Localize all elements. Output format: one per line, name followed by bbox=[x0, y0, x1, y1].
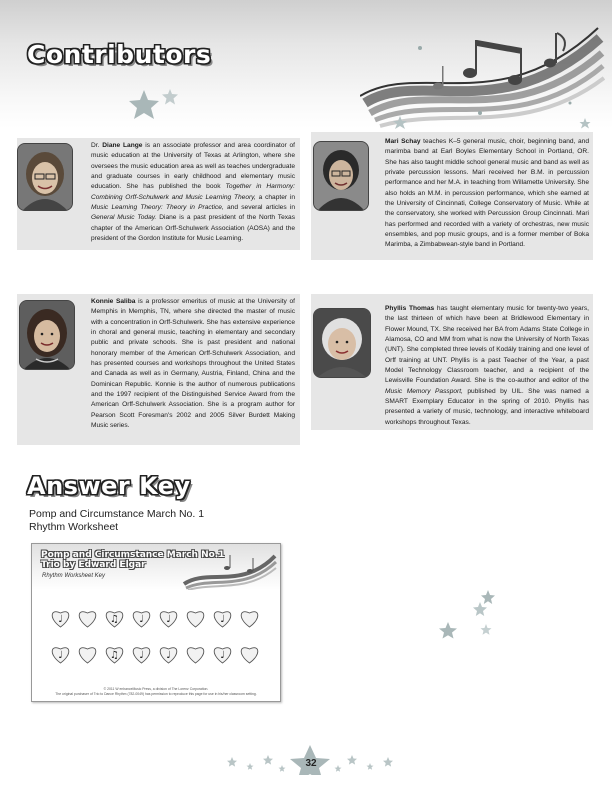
star-decoration bbox=[436, 588, 506, 648]
photo-diane-lange bbox=[17, 143, 73, 211]
book-title: Music Memory Passport, bbox=[385, 387, 463, 395]
bio-name: Phyllis Thomas bbox=[385, 305, 435, 312]
portrait-image bbox=[314, 309, 370, 377]
worksheet-thumbnail bbox=[31, 543, 281, 702]
heart-beat bbox=[241, 648, 258, 663]
rhythm-note: ♩ bbox=[220, 614, 225, 625]
bio-text-mari-schay bbox=[385, 137, 589, 251]
worksheet-heart-row-1 bbox=[50, 608, 266, 635]
rhythm-note: ♩ bbox=[58, 614, 63, 625]
portrait-image bbox=[18, 144, 72, 210]
rhythm-note: ♩ bbox=[139, 614, 144, 625]
bio-name: Konnie Saliba bbox=[91, 298, 136, 305]
bio-prefix: Dr. bbox=[91, 142, 103, 149]
heart-beat bbox=[133, 612, 150, 627]
heart-beat bbox=[133, 648, 150, 663]
heart-beat bbox=[52, 648, 69, 663]
heart-beat bbox=[241, 612, 258, 627]
answer-key-subtitle bbox=[29, 508, 204, 534]
heart-icon bbox=[241, 612, 258, 627]
bio-text: and several articles in bbox=[223, 204, 295, 212]
worksheet-title-line2: Trio by Edward Elgar bbox=[41, 560, 146, 570]
heart-beat bbox=[187, 612, 204, 627]
worksheet-footer-line1: © 2011 W enhanceMusic Press, a division of The Lorenz Corporation. bbox=[103, 687, 209, 691]
heart-icon bbox=[79, 648, 96, 663]
portrait-image bbox=[20, 301, 74, 369]
heart-beat bbox=[52, 612, 69, 627]
rhythm-note: ♫ bbox=[110, 614, 119, 625]
bio-text: a chapter in bbox=[255, 193, 295, 201]
bio-name: Diane Lange bbox=[102, 142, 143, 149]
worksheet-footer-line2: The original purchaser of Trio to Dance Rhythm (782-0049) has permission to reproduce this page for use in his/her classroom setting. bbox=[55, 692, 257, 696]
heart-beat bbox=[106, 648, 123, 663]
worksheet-heart-row-2 bbox=[50, 644, 266, 671]
bio-text-diane-lange bbox=[91, 141, 295, 244]
bio-text: has taught elementary music for twenty-two years, the last thirteen of which have been at Bridlewood Elementary in Flower Mound, TX. She received her BA from Adams State College in Alamosa, CO and MM from what is now the University of North Texas (UNT). She completed three levels of Kodály training and one level of Orff training at UNT. Phyllis is a past Teacher of the Year, a past Model Technology Classroom teacher, and a recipient of the Lewisville Foundation Award. She is the co-author and editor of the bbox=[385, 305, 589, 385]
rhythm-note: ♩ bbox=[166, 614, 171, 625]
photo-konnie-saliba bbox=[19, 300, 75, 370]
music-swoosh-decoration bbox=[360, 8, 605, 133]
photo-mari-schay bbox=[313, 141, 369, 211]
worksheet-title bbox=[41, 550, 225, 570]
star-decoration bbox=[128, 88, 190, 128]
bio-name: Mari Schay bbox=[385, 138, 421, 145]
rhythm-note: ♩ bbox=[166, 650, 171, 661]
heart-beat bbox=[106, 612, 123, 627]
book-title: Together in Harmony: Combining Orff-Schulwerk and Music Learning Theory, bbox=[91, 183, 295, 201]
heart-icon bbox=[241, 648, 258, 663]
heart-beat bbox=[160, 612, 177, 627]
heart-beat bbox=[79, 648, 96, 663]
heart-beat bbox=[214, 648, 231, 663]
bio-text: Diane is a past president of the North Texas chapter of the American Orff-Schulwerk Association (AOSA) and the president of the Gordon Institute for Music Learning. bbox=[91, 214, 295, 243]
rhythm-note: ♩ bbox=[58, 650, 63, 661]
heart-row-svg bbox=[50, 644, 266, 666]
answer-key-subtitle-line2: Rhythm Worksheet bbox=[29, 521, 119, 533]
heart-icon bbox=[187, 612, 204, 627]
bio-text: teaches K–5 general music, choir, beginning band, and marimba band at Earl Boyles Elementary School in Portland, OR. She has also taught middle school general music and band as well as private percussion lessons. Mari received her B.M. in percussion performance and her M.A. in teaching from Willamette University. She also holds an M.M. in percussion performance, which she earned at the University of Cincinnati, College Conservatory of Music. While at the conservatory, she worked with Percussion Group Cincinnati. Mari has performed and recorded with a variety of orchestras, new music ensembles, and pop music groups, and is a former member of Boka Marimba, a Zimbabwean-style band in Portland. bbox=[385, 138, 589, 249]
heart-beat bbox=[187, 648, 204, 663]
heart-icon bbox=[79, 612, 96, 627]
contributors-title: Contributors bbox=[27, 40, 212, 69]
rhythm-note: ♫ bbox=[110, 650, 119, 661]
bio-text-konnie-saliba bbox=[91, 297, 295, 431]
page-number: 32 bbox=[305, 758, 317, 769]
photo-phyllis-thomas bbox=[313, 308, 371, 378]
portrait-image bbox=[314, 142, 368, 210]
heart-icon bbox=[187, 648, 204, 663]
rhythm-note: ♩ bbox=[139, 650, 144, 661]
bio-text: published by UIL. She was named a SMART Exemplary Educator in the spring of 2010. Phyllis has presented a variety of music, technology, and interactive whiteboard workshops throughout Texas. bbox=[385, 387, 589, 426]
heart-row-svg bbox=[50, 608, 266, 630]
heart-beat bbox=[79, 612, 96, 627]
bio-text: is a professor emeritus of music at the University of Memphis in Memphis, TN, where she directed the master of music with a concentration in Orff-Schulwerk. She has extensive experience in choral and general music, teaching in elementary and secondary public and private schools. She is past president and national honorary member of the American Orff-Schulwerk Association, and has presented courses and workshops throughout the United States and Canada as well as in Germany, Austria, Finland, China and the Dominican Republic. Konnie is the author of numerous publications and the 1997 recipient of the Distinguished Service Award from the American Orff-Schulwerk Association. She is a program author for Pearson Scott Foresman's 2002 and 2005 Silver Burdett Making Music series. bbox=[91, 298, 295, 430]
worksheet-title-line1: Pomp and Circumstance March No.1 bbox=[41, 550, 225, 560]
answer-key-subtitle-line1: Pomp and Circumstance March No. 1 bbox=[29, 508, 205, 520]
bio-text: is an associate professor and area coordinator of music education at the University of Texas at Arlington, where she oversees the music education area as well as teaches undergraduate and graduate courses in early childhood and elementary music education. She has published the book bbox=[91, 142, 295, 191]
heart-beat bbox=[160, 648, 177, 663]
book-title: Music Learning Theory: Theory in Practice, bbox=[91, 204, 224, 212]
bio-text-phyllis-thomas bbox=[385, 304, 589, 428]
rhythm-note: ♩ bbox=[220, 650, 225, 661]
heart-beat bbox=[214, 612, 231, 627]
answer-key-title: Answer Key bbox=[27, 472, 191, 500]
journal-title: General Music Today. bbox=[91, 214, 157, 222]
worksheet-subtitle: Rhythm Worksheet Key bbox=[42, 573, 106, 579]
worksheet-footer bbox=[38, 687, 274, 697]
